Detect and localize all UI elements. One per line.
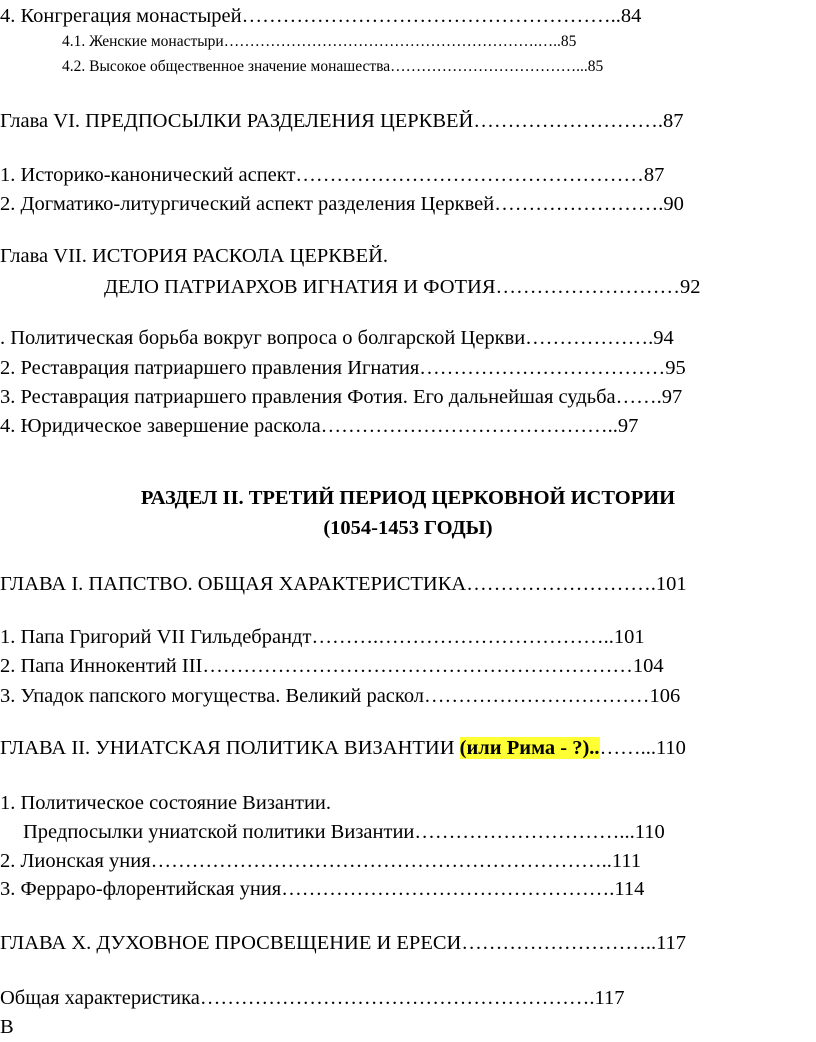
toc-entry-women-monasteries: 4.1. Женские монастыри…………………………………………………….…..85 [62,33,577,50]
toc-chapter-2-uniate-heading [0,738,686,759]
toc-chapter-6-heading: Глава VI. ПРЕДПОСЫЛКИ РАЗДЕЛЕНИЯ ЦЕРКВЕЙ……………………….87 [0,110,684,132]
toc-section-2-title: РАЗДЕЛ II. ТРЕТИЙ ПЕРИОД ЦЕРКОВНОЙ ИСТОРИИ [140,487,676,509]
toc-trailing-letter: В [0,1016,14,1038]
toc-entry-historical-canonical: 1. Историко-канонический аспект……………………………………………87 [0,164,665,186]
toc-chapter-7-subheading: ДЕЛО ПАТРИАРХОВ ИГНАТИЯ И ФОТИЯ………………………92 [104,276,701,298]
toc-entry-photius-restoration: 3. Реставрация патриаршего правления Фотия. Его дальнейшая судьба…….97 [0,386,683,408]
toc-entry-innocent-iii: 2. Папа Иннокентий III………………………………………………………104 [0,655,664,677]
toc-chapter-10-heading: ГЛАВА X. ДУХОВНОЕ ПРОСВЕЩЕНИЕ И ЕРЕСИ………………………..117 [0,932,687,954]
toc-entry-juridical-completion: 4. Юридическое завершение раскола……………………………………..97 [0,415,639,437]
toc-chapter-2-uniate-page: ……...110 [599,737,686,759]
toc-entry-ignatius-restoration: 2. Реставрация патриаршего правления Игнатия………………………………95 [0,357,686,379]
toc-entry-ferrara-florence-union: 3. Ферраро-флорентийская уния………………………………………….114 [0,878,645,900]
toc-entry-dogmatic-liturgical: 2. Догматико-литургический аспект разделения Церквей…………………….90 [0,193,684,215]
toc-entry-monasticism-significance: 4.2. Высокое общественное значение монашества………………………………...85 [62,58,604,75]
highlighted-note: (или Рима - ?).. [459,737,600,759]
toc-entry-congregation: 4. Конгрегация монастырей………………………………………………..84 [0,5,642,27]
toc-chapter-1-papacy-heading: ГЛАВА I. ПАПСТВО. ОБЩАЯ ХАРАКТЕРИСТИКА……………………….101 [0,573,687,595]
toc-entry-uniate-prerequisites: Предпосылки униатской политики Византии…………………………...110 [23,821,665,843]
toc-section-2-years: (1054-1453 ГОДЫ) [323,517,493,539]
toc-entry-lyon-union: 2. Лионская уния…………………………………………………………..111 [0,850,642,872]
toc-entry-byzantium-state: 1. Политическое состояние Византии. [0,792,332,814]
toc-entry-gregory-vii: 1. Папа Григорий VII Гильдебрандт……….……………………………..101 [0,626,645,648]
toc-chapter-2-uniate-title: ГЛАВА II. УНИАТСКАЯ ПОЛИТИКА ВИЗАНТИИ [0,737,460,759]
toc-chapter-7-heading: Глава VII. ИСТОРИЯ РАСКОЛА ЦЕРКВЕЙ. [0,245,389,267]
toc-entry-decline-great-schism: 3. Упадок папского могущества. Великий раскол……………………………106 [0,685,681,707]
toc-entry-general-characteristics: Общая характеристика………………………………………………….117 [0,987,625,1009]
toc-entry-political-struggle: . Политическая борьба вокруг вопроса о болгарской Церкви……………….94 [0,327,674,349]
